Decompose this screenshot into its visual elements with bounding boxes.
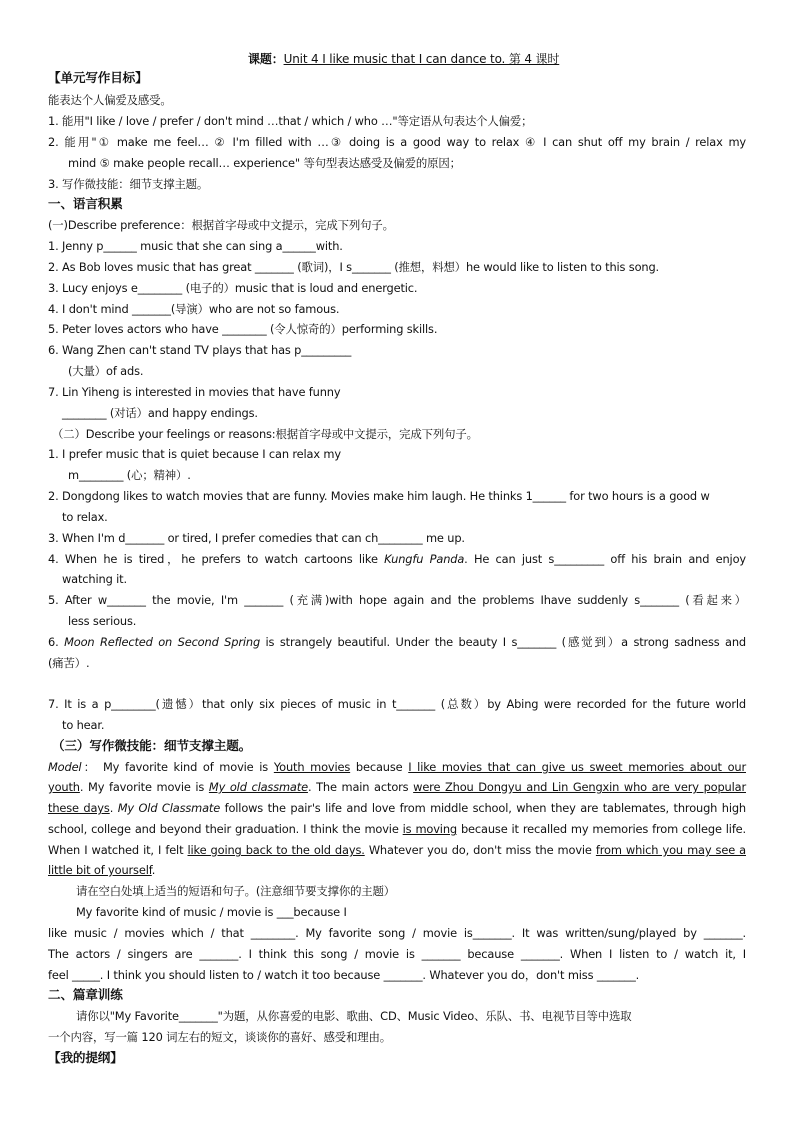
objective-1: 1. 能用"I like / love / prefer / don't mind …that / which / who …"等定语从句表达个人偏爱；	[48, 114, 533, 128]
music-title-erquan: Moon Reflected on Second Spring	[64, 635, 261, 649]
question-b2-line1: 2. Dongdong likes to watch movies that are funny. Movies make him laugh. He thinks 1______ for two hours is a good w	[48, 489, 710, 503]
question-b4-line2: watching it.	[62, 572, 127, 586]
model-text: school, college and beyond their graduation. I think the movie	[48, 822, 403, 836]
question-b5-line2: less serious.	[68, 614, 137, 628]
model-text: ： My favorite kind of movie is	[81, 760, 274, 774]
question-b4-line1	[48, 551, 746, 567]
question-a3: 3. Lucy enjoys e________ (电子的）music that is loud and energetic.	[48, 281, 418, 295]
model-text: follows the pair's life and love from middle school, when they are tablemates, through high	[220, 801, 746, 815]
question-a7-line1: 7. Lin Yiheng is interested in movies that have funny	[48, 385, 341, 399]
question-a4: 4. I don't mind _______(导演）who are not so famous.	[48, 302, 340, 316]
model-label: Model	[48, 760, 82, 774]
part-b-heading: （二）Describe your feelings or reasons:根据首字母或中文提示，完成下列句子。	[52, 427, 478, 441]
question-b3: 3. When I'm d_______ or tired, I prefer comedies that can ch________ me up.	[48, 531, 465, 545]
model-text: .	[109, 801, 118, 815]
model-underline: little bit of yourself	[48, 863, 152, 877]
model-text: .	[151, 863, 156, 877]
question-b5-line1: 5. After w_______ the movie, I'm _______ (充满)with hope again and the problems Ihave suddenly s_______ (看起来）	[48, 593, 746, 607]
objective-2-line1: 2. 能用"① make me feel… ② I'm filled with …③ doing is a good way to relax ④ I can shut off my brain / relax my	[48, 135, 746, 149]
outline-heading: 【我的提纲】	[48, 1050, 123, 1065]
part-c-heading: （三）写作微技能：细节支撑主题。	[52, 738, 252, 753]
objective-2-line2: mind ⑤ make people recall… experience" 等句型表达感受及偏爱的原因；	[68, 156, 461, 170]
exercise-line1: My favorite kind of music / movie is ___because I	[76, 905, 347, 919]
model-underline: from which you may see a	[595, 843, 746, 857]
model-underline: these days	[48, 801, 110, 815]
question-b4-text: 4. When he is tired，he prefers to watch cartoons like	[48, 552, 385, 566]
model-line4	[48, 821, 746, 837]
question-a5: 5. Peter loves actors who have ________ (令人惊奇的）performing skills.	[48, 322, 438, 336]
model-line3	[48, 800, 746, 816]
model-line6	[48, 862, 155, 878]
question-a6-line1: 6. Wang Zhen can't stand TV plays that has p_________	[48, 343, 352, 357]
question-b6-number: 6.	[48, 635, 65, 649]
question-b4-text-end: . He can just s_________ off his brain and enjoy	[464, 552, 746, 566]
objective-3: 3. 写作微技能：细节支撑主题。	[48, 177, 209, 191]
section-2-heading: 二、篇章训练	[48, 987, 123, 1002]
exercise-instruction: 请在空白处填上适当的短语和句子。(注意细节要支撑你的主题）	[76, 884, 396, 898]
part-a-heading: (一)Describe preference：根据首字母或中文提示，完成下列句子。	[48, 218, 394, 232]
model-underline: like going back to the old days.	[187, 843, 365, 857]
question-a2: 2. As Bob loves music that has great _______ (歌词)，I s_______ (推想，料想）he would like to listen to this song.	[48, 260, 660, 274]
lesson-title	[248, 51, 559, 67]
model-line5	[48, 842, 746, 858]
exercise-line4: feel _____. I think you should listen to / watch it too because _______. Whatever you do，don't miss _______.	[48, 968, 640, 982]
question-a1: 1. Jenny p______ music that she can sing a______with.	[48, 239, 343, 253]
model-line2	[48, 779, 746, 795]
model-underline-title: My old classmate	[208, 780, 308, 794]
model-underline: youth	[48, 780, 80, 794]
model-underline: Youth movies	[273, 760, 351, 774]
lesson-title-prefix: 课题：	[248, 52, 284, 66]
section-1-heading: 一、语言积累	[48, 196, 123, 211]
lesson-title-text: Unit 4 I like music that I can dance to. 第 4 课时	[283, 52, 560, 66]
question-b7-line2: to hear.	[62, 718, 105, 732]
question-b1-line2: m________ (心；精神）.	[68, 468, 191, 482]
writing-task-line1: 请你以"My Favorite_______"为题，从你喜爱的电影、歌曲、CD、Music Video、乐队、书、电视节目等中选取	[76, 1009, 632, 1023]
film-title-kungfu-panda: Kungfu Panda	[384, 552, 465, 566]
model-underline: is moving	[402, 822, 457, 836]
question-b6-text: is strangely beautiful. Under the beauty I s_______ (感觉到）a strong sadness and	[260, 635, 747, 649]
question-a7-line2: ________ (对话）and happy endings.	[62, 406, 258, 420]
model-text: Whatever you do, don't miss the movie	[364, 843, 596, 857]
model-movie-title: My Old Classmate	[117, 801, 221, 815]
model-line1	[48, 759, 746, 775]
exercise-line2: like music / movies which / that ________. My favorite song / movie is_______. It was written/sung/played by _______.	[48, 926, 746, 940]
writing-task-line2: 一个内容，写一篇 120 词左右的短文，谈谈你的喜好、感受和理由。	[48, 1030, 391, 1044]
question-b1-line1: 1. I prefer music that is quiet because I can relax my	[48, 447, 341, 461]
question-b6-line1	[48, 634, 746, 650]
model-underline: I like movies that can give us sweet memories about our	[408, 760, 746, 774]
objectives-heading: 【单元写作目标】	[48, 70, 148, 85]
exercise-line3: The actors / singers are _______. I think this song / movie is _______ because _______. When I listen to / watch it, I	[48, 947, 746, 961]
model-text: . My favorite movie is	[79, 780, 209, 794]
model-text: . The main actors	[307, 780, 414, 794]
question-b7-line1: 7. It is a p________(遗憾）that only six pieces of music in t_______ (总数）by Abing were recorded for the future world	[48, 697, 746, 711]
question-b6-line2: (痛苦）.	[48, 656, 90, 670]
model-text: because it recalled my memories from college life.	[456, 822, 747, 836]
model-text: When I watched it, I felt	[48, 843, 188, 857]
question-b2-line2: to relax.	[62, 510, 108, 524]
question-a6-line2: (大量）of ads.	[68, 364, 144, 378]
objectives-intro: 能表达个人偏爱及感受。	[48, 93, 172, 107]
model-underline: were Zhou Dongyu and Lin Gengxin who are very popular	[413, 780, 746, 794]
model-text: because	[350, 760, 409, 774]
